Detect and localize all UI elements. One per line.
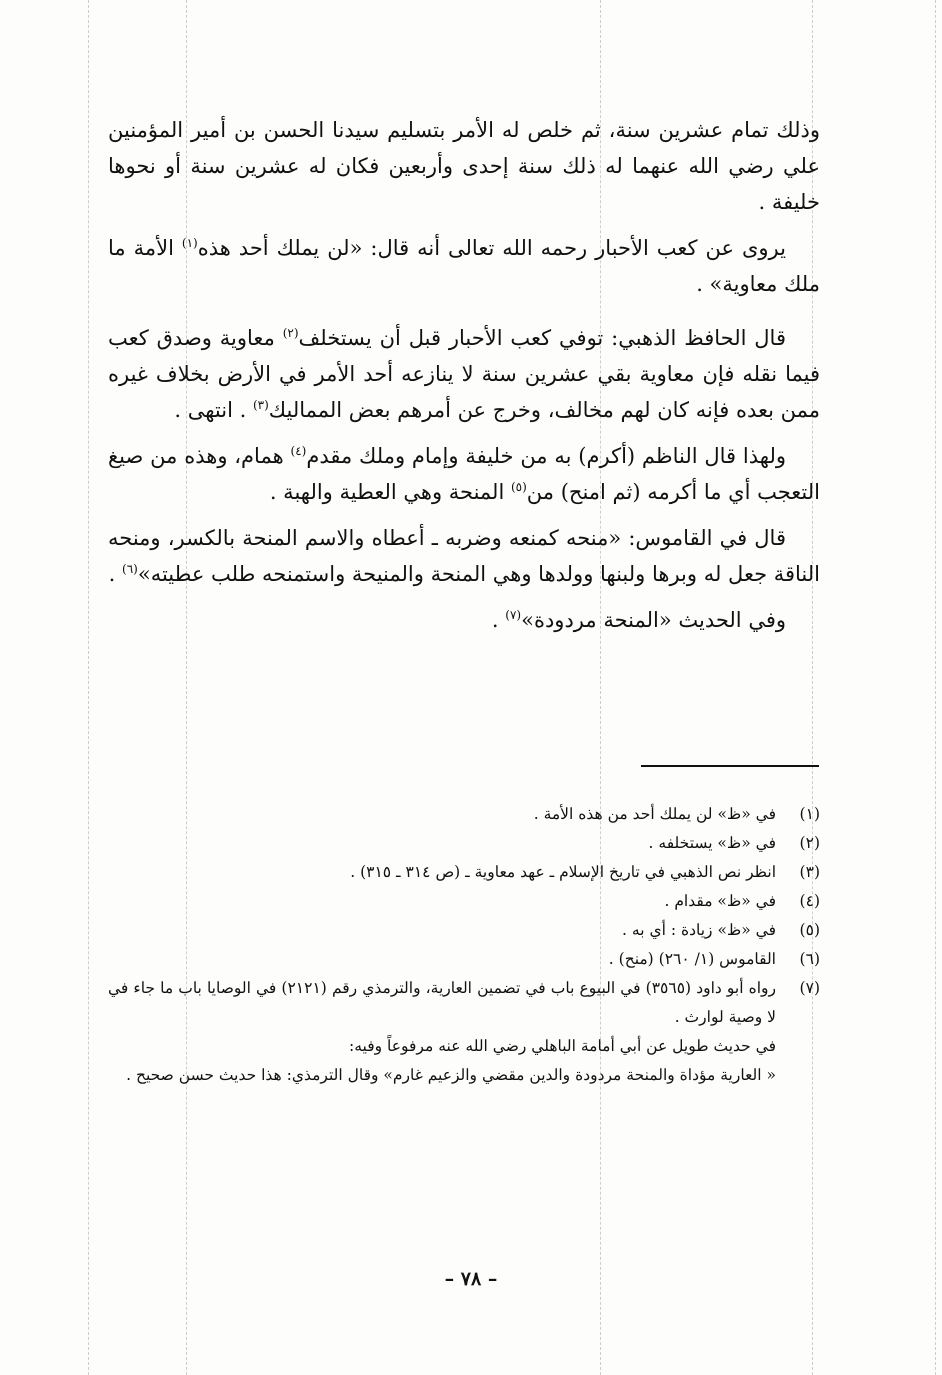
paragraph-text: . <box>108 562 123 586</box>
paragraph-text: . <box>491 608 506 632</box>
footnote-separator <box>641 765 819 767</box>
paragraph-text: همام، وهذه من صيغ التعجب أي ما أكرمه (ثم امنح) من <box>108 444 820 504</box>
paragraph-text: قال الحافظ الذهبي: توفي كعب الأحبار قبل أن يستخلف <box>298 326 786 350</box>
footnote-number: (٢) <box>799 834 820 852</box>
footnote-3 <box>108 858 820 887</box>
footnote-2 <box>108 829 820 858</box>
paragraph-text: ولهذا قال الناظم (أكرم) به من خليفة وإمام وملك مقدم <box>306 444 786 468</box>
footnote-1 <box>108 800 820 829</box>
footnote-ref[interactable]: (٥) <box>510 480 527 494</box>
paragraph-text: . انتهى . <box>174 398 253 422</box>
footnote-ref[interactable]: (٣) <box>252 398 269 412</box>
footnote-ref[interactable]: (٤) <box>290 444 307 458</box>
paragraph-text: قال في القاموس: «منحه كمنعه وضربه ـ أعطاه والاسم المنحة بالكسر، ومنحه الناقة جعل له وبرها ولبنها وولدها وهي المنحة والمنيحة واستمنحه طلب عطيته» <box>108 526 820 586</box>
footnote-number: (٣) <box>799 863 820 881</box>
paragraph-3 <box>108 320 820 428</box>
main-text <box>108 112 820 638</box>
paragraph-6 <box>108 602 820 638</box>
footnote-continuation: في حديث طويل عن أبي أمامة الباهلي رضي الله عنه مرفوعاً وفيه: <box>349 1037 776 1055</box>
paragraph-5 <box>108 520 820 592</box>
footnote-4 <box>108 887 820 916</box>
page-number: – ٧٨ – <box>444 1268 498 1290</box>
paragraph-1 <box>108 112 820 220</box>
paragraph-2 <box>108 230 820 302</box>
footnote-number: (٧) <box>799 979 820 997</box>
paragraph-text: الأمة ما ملك معاوية» . <box>108 236 820 296</box>
footnote-ref[interactable]: (٧) <box>505 608 522 622</box>
footnote-text: القاموس (١/ ٢٦٠) (منح) . <box>608 950 776 968</box>
scan-guide-line <box>935 0 936 1375</box>
footnote-continuation: « العارية مؤداة والمنحة مردودة والدين مقضي والزعيم غارم» وقال الترمذي: هذا حديث حسن صحيح . <box>126 1066 776 1084</box>
footnote-6 <box>108 945 820 974</box>
paragraph-4 <box>108 438 820 510</box>
footnote-number: (١) <box>799 805 820 823</box>
paragraph-text: معاوية وصدق كعب فيما نقله فإن معاوية بقي عشرين سنة لا ينازعه أحد الأمر في الأرض بخلاف غيره ممن بعده فإنه كان لهم مخالف، وخرج عن أمرهم بعض المماليك <box>108 326 820 422</box>
footnote-number: (٥) <box>799 921 820 939</box>
footnote-text: في «ظ» مقدام . <box>664 892 776 910</box>
paragraph-text: وذلك تمام عشرين سنة، ثم خلص له الأمر بتسليم سيدنا الحسن بن أمير المؤمنين علي رضي الله عنهما له ذلك سنة إحدى وأربعين فكان له عشرين سنة أو نحوها خليفة . <box>108 118 820 214</box>
footnote-number: (٤) <box>799 892 820 910</box>
footnote-ref[interactable]: (٢) <box>282 326 299 340</box>
scan-guide-line <box>88 0 89 1375</box>
footnotes <box>108 800 820 1090</box>
footnote-text: رواه أبو داود (٣٥٦٥) في البيوع باب في تضمين العارية، والترمذي رقم (٢١٢١) في الوصايا باب ما جاء في لا وصية لوارث . <box>108 979 776 1026</box>
footnote-text: في «ظ» لن يملك أحد من هذه الأمة . <box>533 805 776 823</box>
footnote-text: في «ظ» زيادة : أي به . <box>622 921 776 939</box>
footnote-5 <box>108 916 820 945</box>
paragraph-text: المنحة وهي العطية والهبة . <box>269 480 511 504</box>
footnote-text: في «ظ» يستخلفه . <box>648 834 776 852</box>
paragraph-text: وفي الحديث «المنحة مردودة» <box>521 608 786 632</box>
footnote-7 <box>108 974 820 1032</box>
footnote-ref[interactable]: (١) <box>181 236 198 250</box>
paragraph-text: يروى عن كعب الأحبار رحمه الله تعالى أنه قال: «لن يملك أحد هذه <box>197 236 786 260</box>
footnote-text: انظر نص الذهبي في تاريخ الإسلام ـ عهد معاوية ـ (ص ٣١٤ ـ ٣١٥) . <box>350 863 776 881</box>
footnote-number: (٦) <box>799 950 820 968</box>
footnote-ref[interactable]: (٦) <box>122 562 138 576</box>
